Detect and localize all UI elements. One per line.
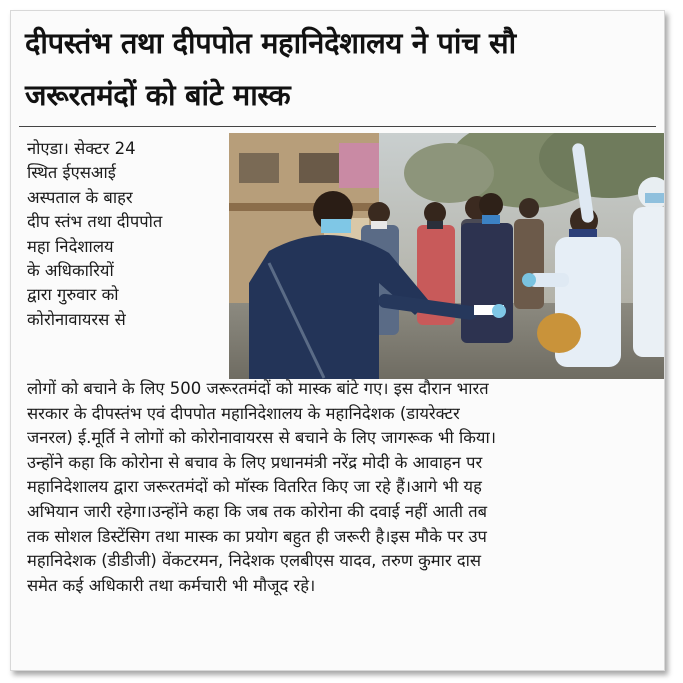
intro-line: स्थित ईएसआई [27,163,116,183]
intro-line: कोरोनावायरस से [27,309,126,329]
headline-line-2: जरूरतमंदों को बांटे मास्क [25,78,291,112]
body-line: जनरल) ई.मूर्ति ने लोगों को कोरोनावायरस से बचाने के लिए जागरूक भी किया। [27,428,497,448]
headline-divider [19,126,656,127]
body-column [27,377,657,598]
intro-line: महा निदेशालय [27,236,114,256]
intro-line: नोएडा। सेक्टर 24 [27,139,136,158]
newspaper-clipping [10,10,665,671]
headline [25,17,655,121]
intro-line: अस्पताल के बाहर [27,187,133,207]
body-line: महानिदेशालय द्वारा जरूरतमंदों को मॉस्क वितरित किए जा रहे हैं।आगे भी यह [27,477,482,497]
intro-column [27,137,227,332]
headline-line-1: दीपस्तंभ तथा दीपपोत महानिदेशालय ने पांच सौ [25,26,516,60]
body-line: तक सोशल डिस्टेंसिग तथा मास्क का प्रयोग बहुत ही जरूरी है।इस मौके पर उप [27,526,487,546]
body-line: महानिदेशक (डीडीजी) वेंकटरमन, निदेशक एलबीएस यादव, तरुण कुमार दास [27,551,482,571]
body-line: लोगों को बचाने के लिए 500 जरूरतमंदों को मास्क बांटे गए। इस दौरान भारत [27,379,489,398]
body-line: सरकार के दीपस्तंभ एवं दीपपोत महानिदेशालय के महानिदेशक (डायरेक्टर [27,403,460,423]
intro-line: दीप स्तंभ तथा दीपपोत [27,212,163,232]
officials-in-ppe-photo-illustration [229,133,665,379]
intro-line: द्वारा गुरुवार को [27,285,119,305]
body-line: समेत कई अधिकारी तथा कर्मचारी भी मौजूद रहे। [27,575,316,595]
body-line: उन्होंने कहा कि कोरोना से बचाव के लिए प्रधानमंत्री नरेंद्र मोदी के आवाहन पर [27,452,483,472]
intro-line: के अधिकारियों [27,261,114,281]
body-line: अभियान जारी रहेगा।उन्होंने कहा कि जब तक कोरोना की दवाई नहीं आती तब [27,501,488,521]
news-photo [229,133,665,379]
